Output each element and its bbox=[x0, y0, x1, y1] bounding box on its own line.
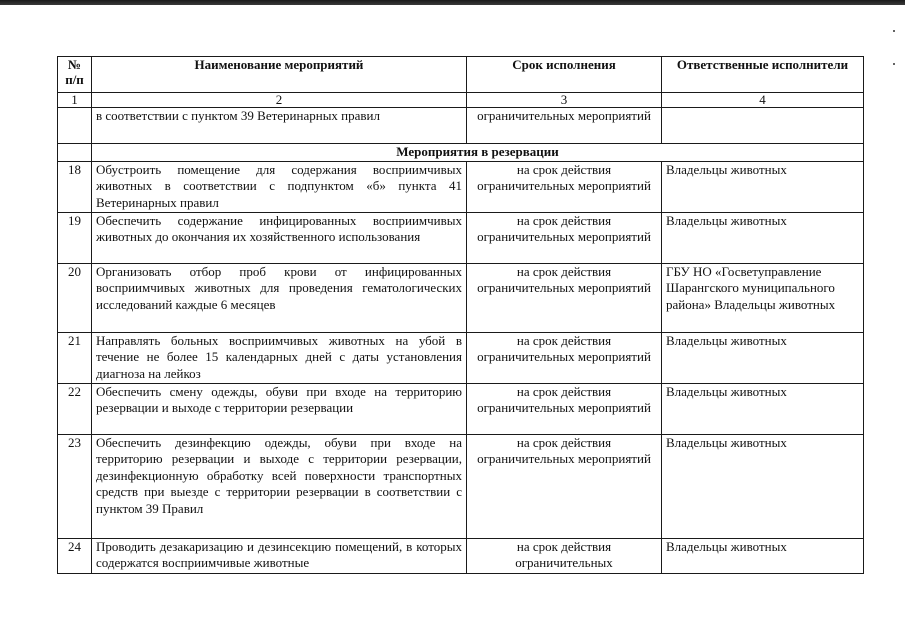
column-number: 3 bbox=[467, 93, 662, 108]
row-measure: Обеспечить дезинфекцию одежды, обуви при входе на территорию резервации и выходе с территории резервации, дезинфекционную обработку всей поверхности транспортных средств при выезде с территории резервации в соответствии с пунктом 39 Правил bbox=[92, 434, 467, 538]
column-number: 4 bbox=[662, 93, 864, 108]
header-measures: Наименование мероприятий bbox=[92, 57, 467, 93]
table-row bbox=[58, 263, 864, 332]
row-number: 19 bbox=[58, 212, 92, 263]
measures-table bbox=[57, 56, 864, 574]
table-row bbox=[58, 161, 864, 212]
row-responsible: Владельцы животных bbox=[662, 434, 864, 538]
row-responsible: Владельцы животных bbox=[662, 332, 864, 383]
row-number bbox=[58, 108, 92, 144]
row-number: 21 bbox=[58, 332, 92, 383]
row-term: на срок действия ограничительных мероприятий bbox=[467, 212, 662, 263]
table-row bbox=[58, 212, 864, 263]
scan-speck bbox=[893, 63, 895, 65]
header-term: Срок исполнения bbox=[467, 57, 662, 93]
row-number: 23 bbox=[58, 434, 92, 538]
scan-edge-shadow bbox=[0, 0, 905, 5]
row-number: 22 bbox=[58, 383, 92, 434]
column-numbers-row bbox=[58, 93, 864, 108]
column-number: 1 bbox=[58, 93, 92, 108]
row-measure: Обустроить помещение для содержания восприимчивых животных в соответствии с подпунктом «б» пункта 41 Ветеринарных правил bbox=[92, 161, 467, 212]
row-measure: Организовать отбор проб крови от инфицированных восприимчивых животных для проведения гематологических исследований каждые 6 месяцев bbox=[92, 263, 467, 332]
column-number: 2 bbox=[92, 93, 467, 108]
row-responsible: Владельцы животных bbox=[662, 212, 864, 263]
section-row bbox=[58, 144, 864, 162]
row-measure: Проводить дезакаризацию и дезинсекцию помещений, в которых содержатся восприимчивые животные bbox=[92, 538, 467, 573]
row-term: на срок действия ограничительных мероприятий bbox=[467, 161, 662, 212]
table-header-row bbox=[58, 57, 864, 93]
table-row-continuation bbox=[58, 108, 864, 144]
header-responsible: Ответственные исполнители bbox=[662, 57, 864, 93]
section-number-cell bbox=[58, 144, 92, 162]
row-term: на срок действия ограничительных bbox=[467, 538, 662, 573]
header-number: № п/п bbox=[58, 57, 92, 93]
row-term: на срок действия ограничительных мероприятий bbox=[467, 434, 662, 538]
row-responsible bbox=[662, 108, 864, 144]
row-measure: в соответствии с пунктом 39 Ветеринарных правил bbox=[92, 108, 467, 144]
row-term: на срок действия ограничительных мероприятий bbox=[467, 383, 662, 434]
row-number: 20 bbox=[58, 263, 92, 332]
row-responsible: Владельцы животных bbox=[662, 161, 864, 212]
row-measure: Обеспечить смену одежды, обуви при входе на территорию резервации и выходе с территории резервации bbox=[92, 383, 467, 434]
section-title: Мероприятия в резервации bbox=[92, 144, 864, 162]
table-row bbox=[58, 332, 864, 383]
row-term: на срок действия ограничительных мероприятий bbox=[467, 332, 662, 383]
row-measure: Направлять больных восприимчивых животных на убой в течение не более 15 календарных дней с даты установления диагноза на лейкоз bbox=[92, 332, 467, 383]
scan-speck bbox=[893, 30, 895, 32]
table-row bbox=[58, 434, 864, 538]
row-number: 18 bbox=[58, 161, 92, 212]
row-number: 24 bbox=[58, 538, 92, 573]
row-responsible: Владельцы животных bbox=[662, 538, 864, 573]
table-row bbox=[58, 383, 864, 434]
row-responsible: Владельцы животных bbox=[662, 383, 864, 434]
row-responsible: ГБУ НО «Госветуправление Шарангского муниципального района» Владельцы животных bbox=[662, 263, 864, 332]
table-row bbox=[58, 538, 864, 573]
row-measure: Обеспечить содержание инфицированных восприимчивых животных до окончания их хозяйственного использования bbox=[92, 212, 467, 263]
row-term: ограничительных мероприятий bbox=[467, 108, 662, 144]
row-term: на срок действия ограничительных мероприятий bbox=[467, 263, 662, 332]
